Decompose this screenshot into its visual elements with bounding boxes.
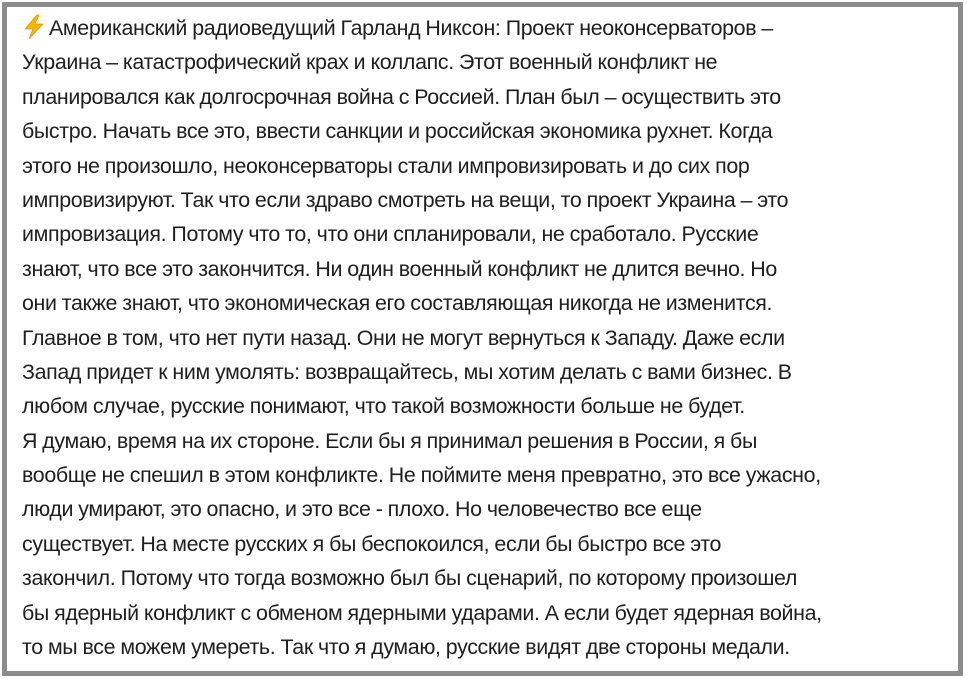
text-line <box>22 11 947 45</box>
text-line: этого не произошло, неоконсерваторы стали импровизировать и до сих пор <box>22 153 750 178</box>
text-line: планировался как долгосрочная война с Россией. План был – осуществить это <box>22 84 781 109</box>
lightning-bolt-icon <box>22 14 46 40</box>
text-line: быстро. Начать все это, ввести санкции и российская экономика рухнет. Когда <box>22 119 773 144</box>
text-line: Украина – катастрофический крах и коллапс. Этот военный конфликт не <box>22 50 718 75</box>
text-line: то мы все можем умереть. Так что я думаю, русские видят две стороны медали. <box>22 635 790 660</box>
post-text <box>22 11 947 664</box>
text-line: Главное в том, что нет пути назад. Они не могут вернуться к Западу. Даже если <box>22 325 785 350</box>
text-line: Я думаю, время на их стороне. Если бы я принимал решения в России, я бы <box>22 428 757 453</box>
text-line: импровизация. Потому что то, что они спланировали, не сработало. Русские <box>22 222 759 247</box>
text-line: они также знают, что экономическая его составляющая никогда не изменится. <box>22 291 773 316</box>
text-line: существует. На месте русских я бы беспокоился, если бы быстро все это <box>22 531 722 556</box>
text-line: знают, что все это закончится. Ни один военный конфликт не длится вечно. Но <box>22 256 777 281</box>
text-line: импровизируют. Так что если здраво смотреть на вещи, то проект Украина – это <box>22 187 789 212</box>
text-line: люди умирают, это опасно, и это все - плохо. Но человечество все еще <box>22 497 702 522</box>
text-line-content: Американский радиоведущий Гарланд Никсон: Проект неоконсерваторов – <box>49 16 773 40</box>
text-line: любом случае, русские понимают, что такой возможности больше не будет. <box>22 394 745 419</box>
text-line: Запад придет к ним умолять: возвращайтесь, мы хотим делать с вами бизнес. В <box>22 359 792 384</box>
text-line: вообще не спешил в этом конфликте. Не поймите меня превратно, это все ужасно, <box>22 463 821 488</box>
text-line: закончил. Потому что тогда возможно был бы сценарий, по которому произошел <box>22 566 797 591</box>
post-frame <box>2 2 963 676</box>
text-line: бы ядерный конфликт с обменом ядерными ударами. А если будет ядерная война, <box>22 600 822 625</box>
